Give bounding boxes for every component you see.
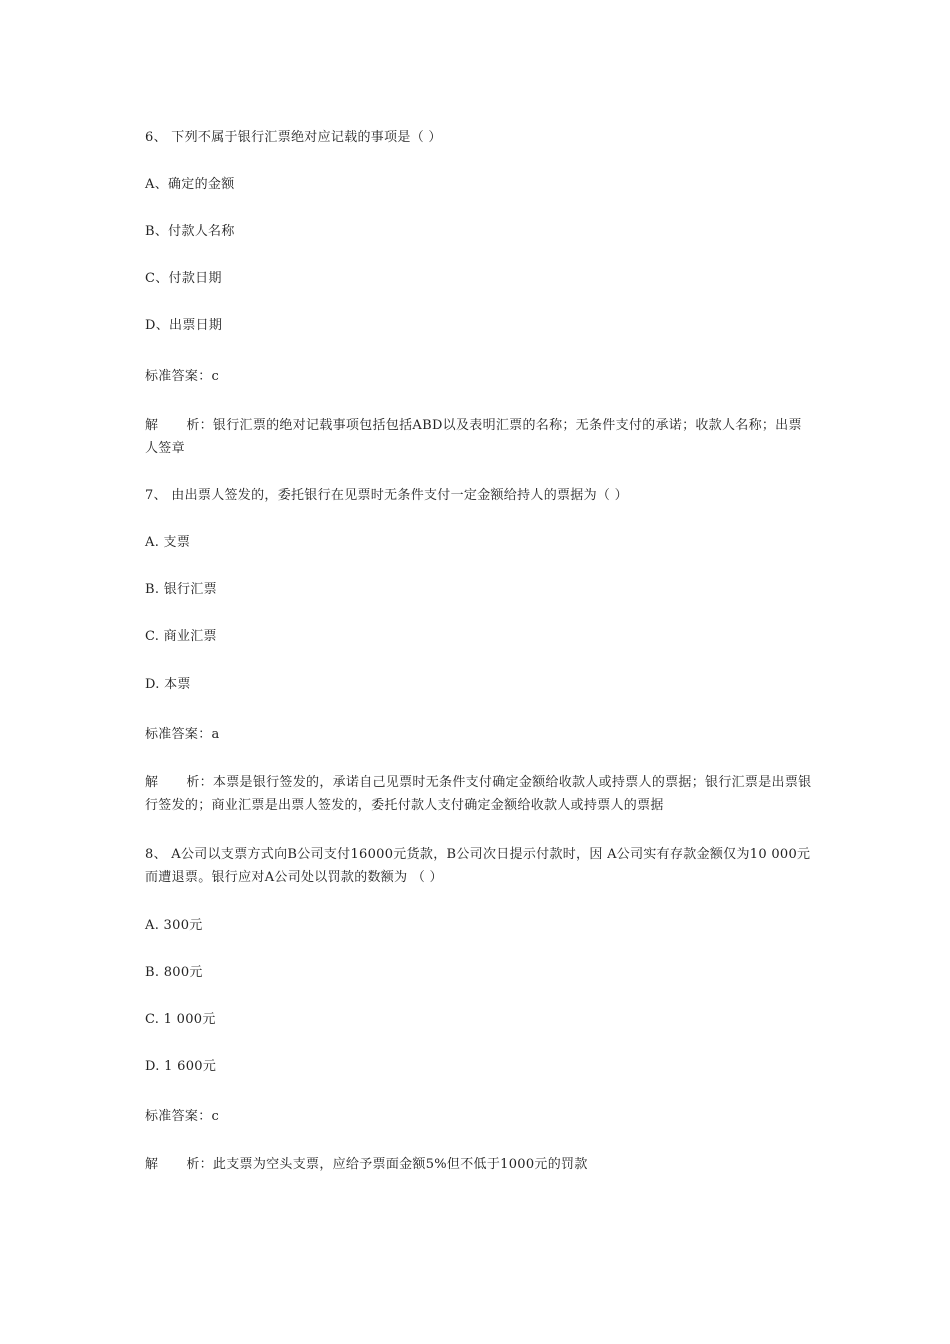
analysis-text: 析：本票是银行签发的，承诺自己见票时无条件支付确定金额给收款人或持票人的票据；银行汇票是出票银行签发的；商业汇票是出票人签发的，委托付款人支付确定金额给收款人或持票人的票据 bbox=[145, 775, 812, 813]
question-7-option-a: A. 支票 bbox=[145, 535, 191, 550]
question-8-stem: 8、 A公司以支票方式向B公司支付16000元货款，B公司次日提示付款时，因 A公司实有存款金额仅为10 000元而遭退票。银行应对A公司处以罚款的数额为 （ ） bbox=[145, 847, 811, 885]
question-6-answer: 标准答案：c bbox=[145, 369, 220, 384]
question-7-answer: 标准答案：a bbox=[145, 727, 220, 742]
question-7-option-d: D. 本票 bbox=[145, 677, 191, 692]
question-8-option-d: D. 1 600元 bbox=[145, 1059, 217, 1074]
question-8-analysis bbox=[145, 1153, 815, 1176]
analysis-label: 解 bbox=[145, 775, 159, 790]
question-7-stem: 7、 由出票人签发的，委托银行在见票时无条件支付一定金额给持人的票据为（ ） bbox=[145, 488, 628, 503]
question-6-option-a: A、确定的金额 bbox=[145, 177, 235, 192]
analysis-label: 解 bbox=[145, 1157, 159, 1172]
question-7-option-b: B. 银行汇票 bbox=[145, 582, 217, 597]
question-7-option-c: C. 商业汇票 bbox=[145, 629, 217, 644]
question-8-answer: 标准答案：c bbox=[145, 1109, 220, 1124]
question-8-option-b: B. 800元 bbox=[145, 965, 203, 980]
question-6-stem: 6、 下列不属于银行汇票绝对应记载的事项是（ ） bbox=[145, 130, 442, 145]
question-6-option-b: B、付款人名称 bbox=[145, 224, 235, 239]
question-6-option-d: D、出票日期 bbox=[145, 318, 223, 333]
analysis-text: 析：此支票为空头支票，应给予票面金额5%但不低于1000元的罚款 bbox=[186, 1157, 588, 1172]
analysis-label: 解 bbox=[145, 418, 159, 433]
question-8-option-c: C. 1 000元 bbox=[145, 1012, 216, 1027]
question-8-option-a: A. 300元 bbox=[145, 918, 203, 933]
question-6-analysis bbox=[145, 414, 815, 460]
question-7-analysis bbox=[145, 771, 815, 817]
question-6-option-c: C、付款日期 bbox=[145, 271, 222, 286]
analysis-text: 析：银行汇票的绝对记载事项包括包括ABD以及表明汇票的名称；无条件支付的承诺；收款人名称；出票人签章 bbox=[145, 418, 802, 456]
